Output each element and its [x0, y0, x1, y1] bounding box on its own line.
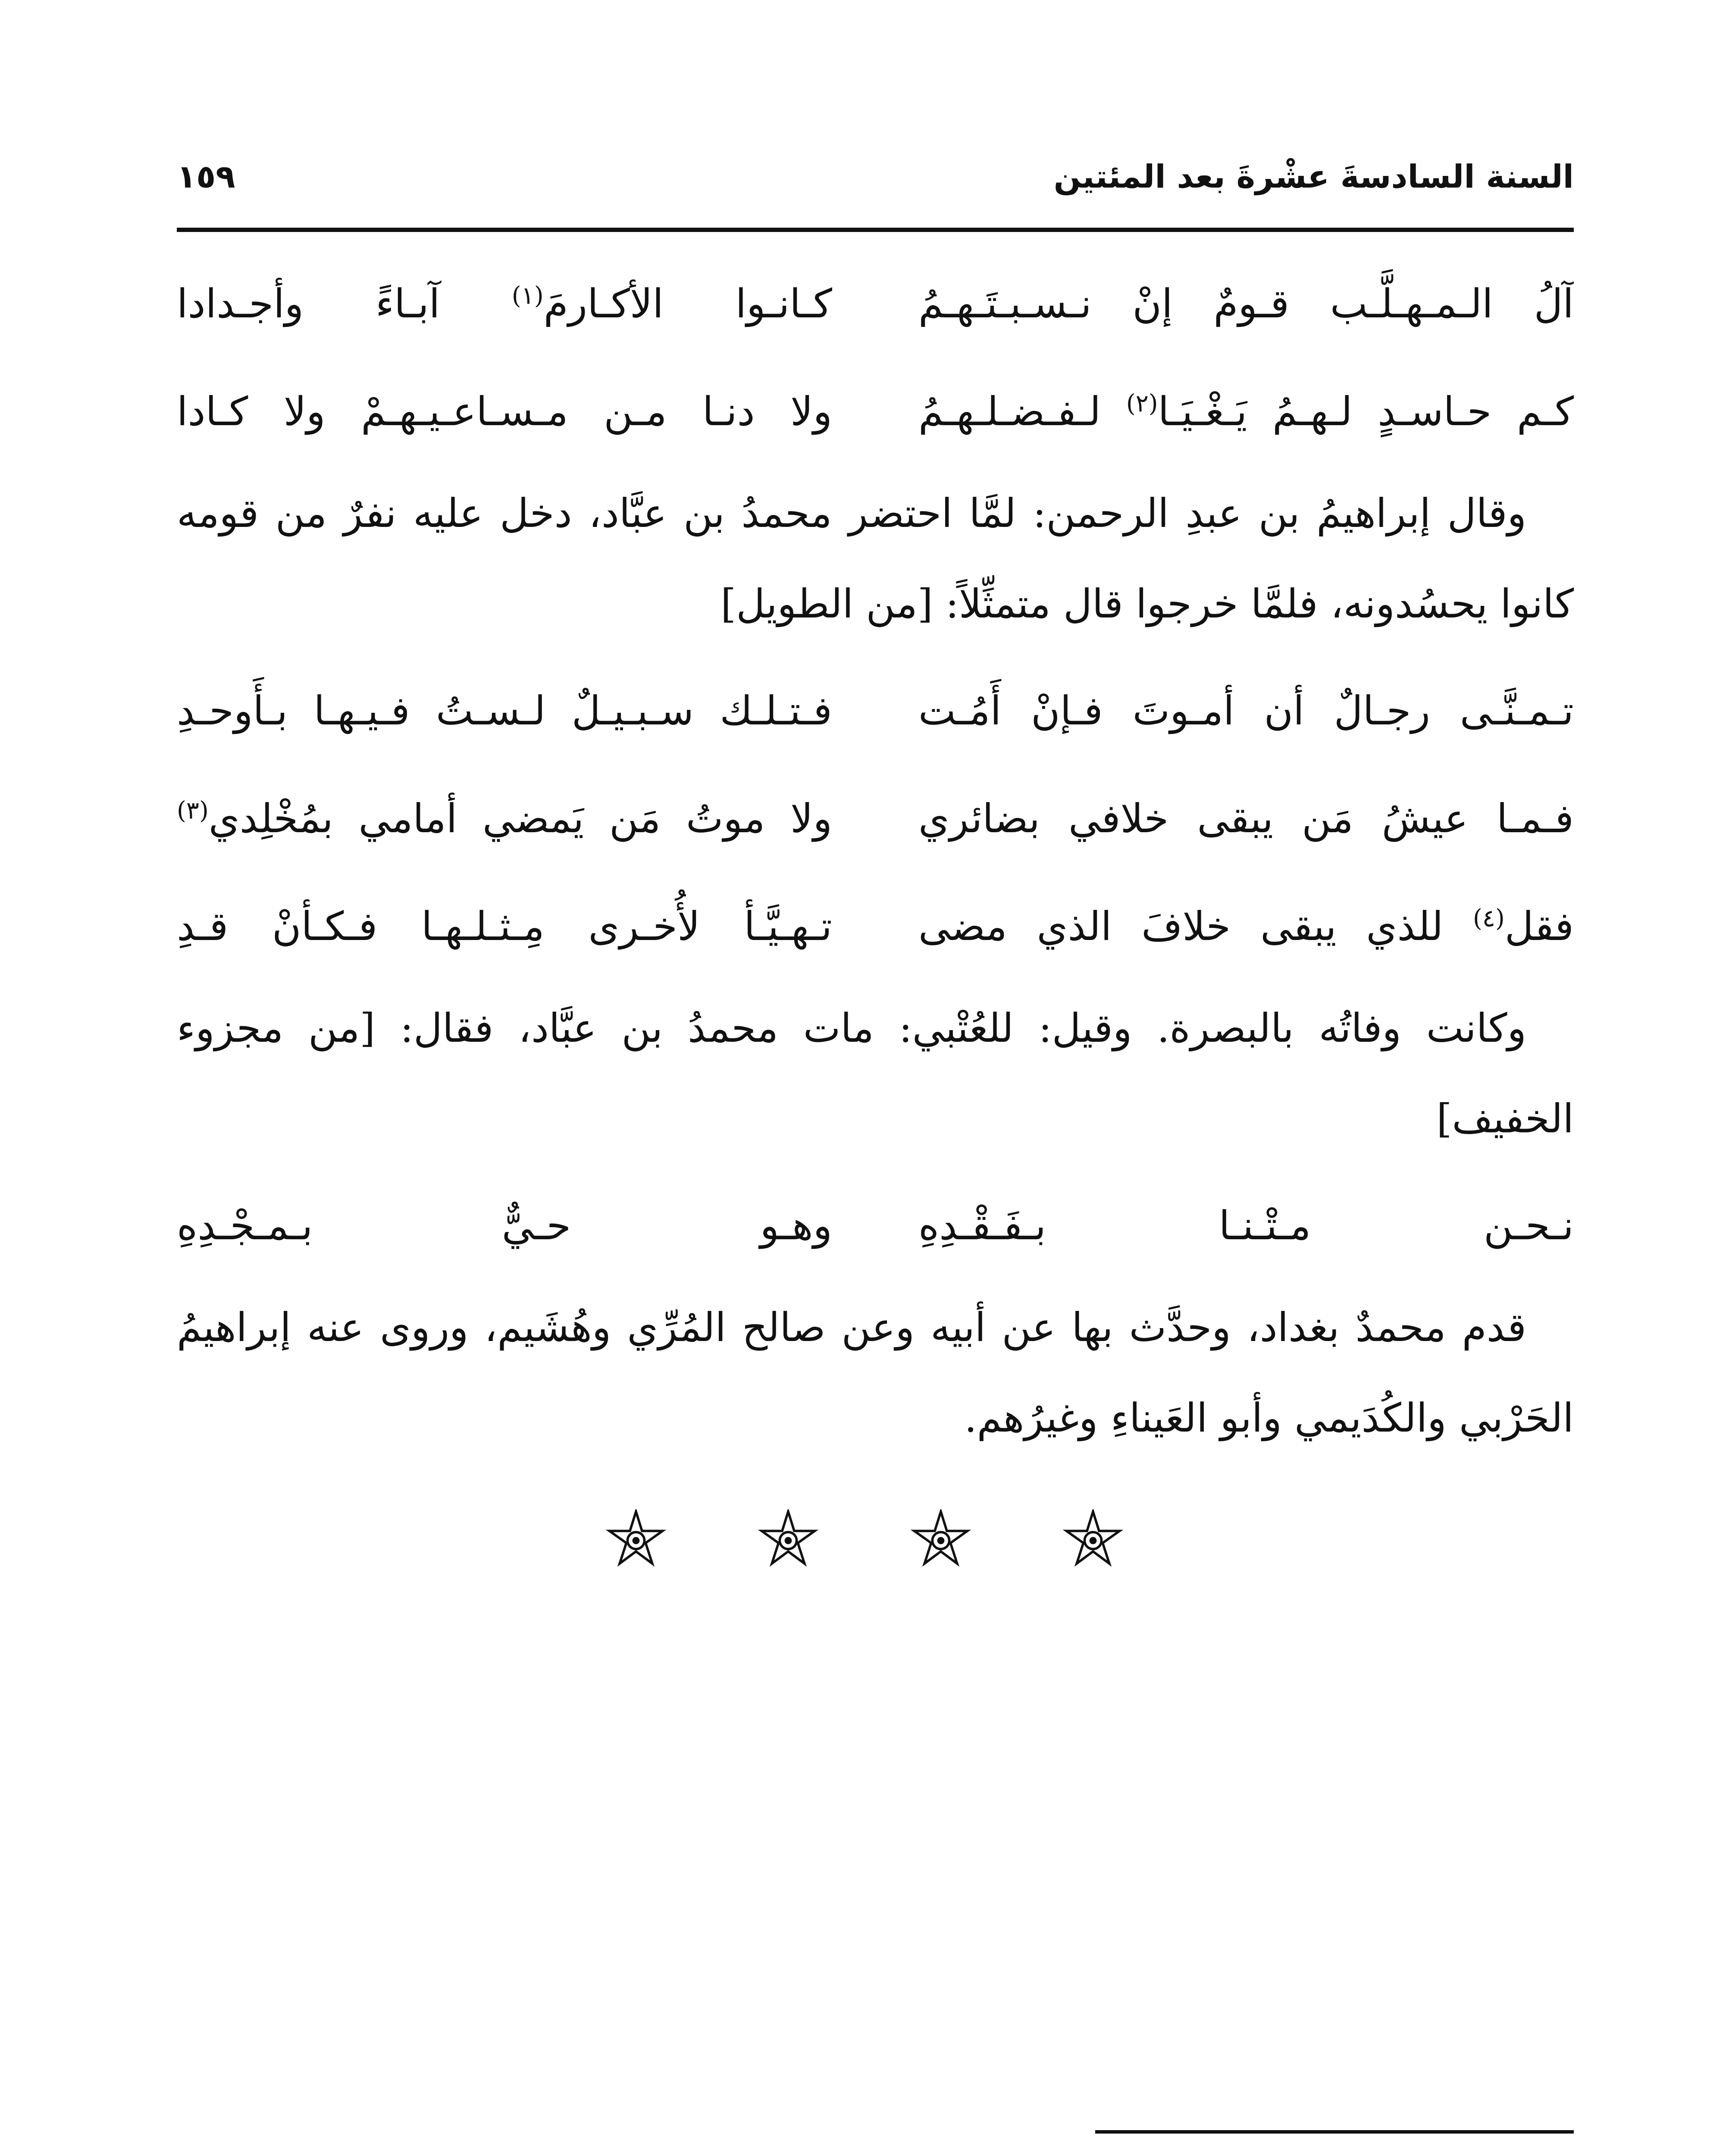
footnote-marker: (٤): [1473, 904, 1505, 933]
footnotes: [177, 2152, 1574, 2156]
prose-paragraph: [177, 468, 1574, 649]
first-hemistich: فـمـا عيشُ مَن يبقى خلافي بضائري: [918, 796, 1574, 842]
hemistich-text: للذي يبقى خلافَ الذي مضى: [918, 903, 1473, 950]
second-hemistich: وهـو حـيٌّ بـمـجْـدِهِ: [177, 1203, 832, 1249]
verse-line: [177, 250, 1574, 358]
second-hemistich: ولا دنـا مـن مـسـاعـيـهـمْ ولا كـادا: [177, 389, 832, 435]
footnote-marker: (٣): [177, 796, 209, 825]
hemistich-text: ولا موتُ مَن يَمضي أمامي بمُخْلِدي: [208, 796, 832, 842]
footnote-marker: (٢): [1126, 389, 1158, 418]
hemistich-text: آبـاءً وأجـدادا: [177, 281, 512, 327]
floral-star-ornament-icon: [758, 1509, 818, 1570]
page-header: [177, 142, 1574, 216]
verse-line: [177, 1172, 1574, 1280]
section-divider: [606, 1509, 1123, 1570]
second-hemistich: تـهـيَّـأ لأُخـرى مِـثـلـهـا فـكـأنْ قـدِ: [177, 903, 832, 950]
footnote-rule: [1095, 2130, 1574, 2134]
floral-star-ornament-icon: [911, 1509, 971, 1570]
header-rule: [177, 228, 1574, 232]
second-hemistich: [177, 250, 832, 358]
verse-line: [177, 765, 1574, 873]
paragraph-text: قدم محمدٌ بغداد، وحدَّث بها عن أبيه وعن صالح المُرِّي وهُشَيم، وروى عنه إبراهيمُ الحَرْبي والكُدَيمي وأبو العَيناءِ وغيرُهم.: [177, 1304, 1574, 1441]
verse-line: [177, 358, 1574, 466]
verse-line: [177, 657, 1574, 765]
hemistich-text: كـم حـاسـدٍ لـهـمُ يَـغْـيَـا: [1158, 389, 1574, 435]
paragraph-text: وقال إبراهيمُ بن عبدِ الرحمن: لمَّا احتضر محمدُ بن عبَّاد، دخل عليه نفرٌ من قومه كانوا يحسُدونه، فلمَّا خرجوا قال متمثِّلاً: [من الطويل]: [177, 490, 1574, 627]
running-title: السنة السادسةَ عشْرةَ بعد المئتين: [1053, 158, 1574, 195]
hemistich-text: فقل: [1504, 903, 1574, 950]
paragraph-text: وكانت وفاتُه بالبصرة. وقيل: للعُتْبي: مات محمدُ بن عبَّاد، فقال: [من مجزوء الخفيف]: [177, 1005, 1574, 1142]
prose-paragraph: [177, 983, 1574, 1164]
first-hemistich: آلُ الـمـهـلَّـب قـومٌ إنْ نـسـبـتَـهـمُ: [918, 281, 1574, 327]
footnote: [177, 2152, 1574, 2156]
first-hemistich: نـحـن مـتْـنـا بـفَـقْـدِهِ: [918, 1203, 1574, 1249]
first-hemistich: [918, 873, 1574, 981]
hemistich-text: لـفـضـلـهـمُ: [918, 389, 1126, 435]
second-hemistich: [177, 765, 832, 873]
second-hemistich: فـتـلـك سـبـيـلٌ لـسـتُ فـيـهـا بـأَوحـدِ: [177, 688, 832, 734]
first-hemistich: [918, 358, 1574, 466]
main-text: [177, 250, 1574, 1471]
verse-line: [177, 873, 1574, 981]
hemistich-text: كـانـوا الأكـارمَ: [543, 281, 832, 327]
floral-star-ornament-icon: [1063, 1509, 1123, 1570]
first-hemistich: تـمـنَّـى رجـالٌ أن أمـوتَ فـإنْ أَمُـت: [918, 688, 1574, 734]
floral-star-ornament-icon: [606, 1509, 666, 1570]
page-number: ١٥٩: [177, 158, 235, 195]
footnote-marker: (١): [511, 282, 544, 310]
prose-paragraph: [177, 1282, 1574, 1463]
